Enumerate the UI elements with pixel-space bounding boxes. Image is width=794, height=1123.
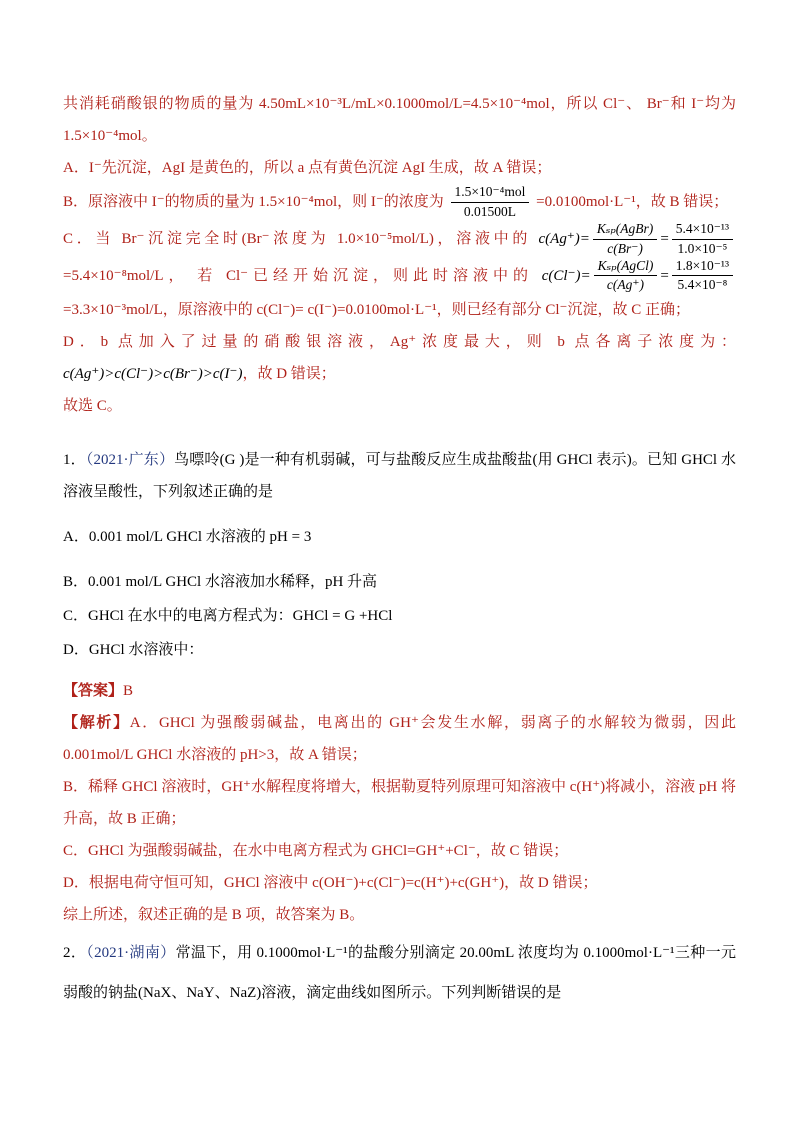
question-1-option-b — [63, 566, 736, 598]
solution-conclusion-text: 故选 C。 — [63, 398, 122, 415]
analysis-option-a — [63, 707, 736, 771]
question-1-source-tag: （2021·广东） — [85, 452, 175, 469]
solution-intro-text: 共消耗硝酸银的物质的量为 4.50mL×10⁻³L/mL×0.1000mol/L=4.5×10⁻⁴mol，所以 Cl⁻、 Br⁻和 I⁻均为 1.5×10⁻⁴mol。 — [63, 96, 736, 144]
fraction-concentration — [451, 184, 530, 221]
fraction-ksp-agcl-values — [672, 258, 733, 295]
analysis-a-text: A．GHCl 为强酸弱碱盐，电离出的 GH⁺会发生水解，弱离子的水解较为微弱，因此 0.001mol/L GHCl 水溶液的 pH>3，故 A 错误； — [63, 715, 736, 764]
analysis-d-text: D．根据电荷守恒可知，GHCl 溶液中 c(OH⁻)+c(Cl⁻)=c(H⁺)+c(GH⁺)，故 D 错误； — [63, 875, 598, 892]
fraction-numerator: 5.4×10⁻¹³ — [672, 221, 733, 240]
option-d-text: D．GHCl 水溶液中： — [63, 642, 204, 659]
analysis-summary — [63, 899, 736, 931]
analysis-summary-text: 综上所述，叙述正确的是 B 项，故答案为 B。 — [63, 907, 365, 924]
solution-c-post: =5.4×10⁻⁸mol/L， — [63, 267, 189, 284]
analysis-option-b — [63, 771, 736, 835]
fraction-denominator: c(Ag⁺) — [606, 277, 645, 293]
question-1-option-c — [63, 600, 736, 632]
question-1-option-d — [63, 634, 736, 666]
option-b-text: B．0.001 mol/L GHCl 水溶液加水稀释，pH 升高 — [63, 574, 378, 591]
fraction-ksp-agbr-values — [672, 221, 733, 258]
solution-a-text: A．I⁻先沉淀，AgI 是黄色的，所以 a 点有黄色沉淀 AgI 生成，故 A 错误； — [63, 160, 552, 176]
ion-concentration-order-formula: c(Ag⁺)>c(Cl⁻)>c(Br⁻)>c(I⁻) — [63, 366, 243, 383]
fraction-numerator: Kₛₚ(AgCl) — [594, 258, 658, 277]
analysis-label: 【解析】 — [63, 715, 130, 732]
analysis-option-c — [63, 835, 736, 867]
question-2-number: 2． — [63, 945, 87, 962]
answer-label: 【答案】 — [63, 683, 124, 700]
analysis-option-d — [63, 867, 736, 899]
analysis-b-text: B．稀释 GHCl 溶液时，GH⁺水解程度将增大，根据勒夏特列原理可知溶液中 c(H⁺)将减小，溶液 pH 将升高，故 B 正确； — [63, 779, 736, 828]
fraction-numerator: 1.8×10⁻¹³ — [672, 258, 733, 277]
solution-b-pre: B．原溶液中 I⁻的物质的量为 1.5×10⁻⁴mol，则 I⁻的浓度为 — [63, 193, 444, 210]
fraction-ksp-agbr — [593, 221, 657, 258]
solution-d-pre: D．b 点加入了过量的硝酸银溶液，Ag⁺浓度最大，则 b 点各离子浓度为： — [63, 334, 736, 351]
question-1-number: 1． — [63, 452, 86, 469]
fraction-denominator: 1.0×10⁻⁵ — [677, 240, 728, 256]
solution-option-d-analysis — [63, 326, 736, 390]
equals-sign: = — [660, 230, 669, 247]
solution-c2-pre: 若 Cl⁻已经开始沉淀，则此时溶液中的 — [197, 267, 542, 284]
question-1-stem — [63, 444, 736, 508]
answer-value: B — [123, 683, 134, 700]
fraction-denominator: 5.4×10⁻⁸ — [677, 277, 728, 293]
fraction-numerator: 1.5×10⁻⁴mol — [451, 184, 530, 203]
solution-c-pre: C．当 Br⁻沉淀完全时(Br⁻浓度为 1.0×10⁻⁵mol/L)，溶液中的 — [63, 230, 539, 247]
solution-c-end: c(I⁻)=0.0100mol·L⁻¹，则已经有部分 Cl⁻沉淀，故 C 正确； — [307, 302, 690, 319]
question-2-stem — [63, 933, 736, 1013]
question-1-stem-text: 鸟嘌呤(G )是一种有机弱碱，可与盐酸反应生成盐酸盐(用 GHCl 表示)。已知 GHCl 水溶液呈酸性，下列叙述正确的是 — [63, 452, 736, 501]
solution-d-post: ，故 D 错误； — [242, 366, 336, 383]
solution-option-a-analysis — [63, 152, 736, 184]
equation-silver-ion: c(Ag⁺)= — [538, 230, 590, 247]
equals-sign: = — [660, 267, 669, 284]
solution-b-post: =0.0100mol·L⁻¹，故 B 错误； — [536, 193, 729, 210]
solution-intro — [63, 88, 736, 152]
question-2-stem-text: 常温下，用 0.1000mol·L⁻¹的盐酸分别滴定 20.00mL 浓度均为 0.1000mol·L⁻¹三种一元弱酸的钠盐(NaX、NaY、NaZ)溶液，滴定曲线如图所示。下列判断错误的是 — [63, 945, 736, 1002]
analysis-c-text: C．GHCl 为强酸弱碱盐，在水中电离方程式为 GHCl=GH⁺+Cl⁻，故 C 错误； — [63, 843, 569, 860]
answer-line — [63, 675, 736, 707]
solution-c2-post: =3.3×10⁻³mol/L，原溶液中的 c(Cl⁻)= — [63, 302, 304, 319]
fraction-ksp-agcl — [594, 258, 658, 295]
fraction-numerator: Kₛₚ(AgBr) — [593, 221, 657, 240]
option-c-text: C．GHCl 在水中的电离方程式为：GHCl = G +HCl — [63, 608, 393, 625]
question-2-source-tag: （2021·湖南） — [86, 945, 176, 962]
solution-option-b-analysis — [63, 184, 736, 221]
fraction-denominator: c(Br⁻) — [607, 240, 643, 256]
fraction-denominator: 0.01500L — [463, 203, 516, 219]
equation-chloride-ion: c(Cl⁻)= — [541, 267, 591, 284]
option-a-text: A．0.001 mol/L GHCl 水溶液的 pH = 3 — [63, 529, 312, 546]
question-1-option-a — [63, 521, 736, 553]
solution-option-c-analysis — [63, 221, 736, 327]
solution-conclusion — [63, 390, 736, 422]
